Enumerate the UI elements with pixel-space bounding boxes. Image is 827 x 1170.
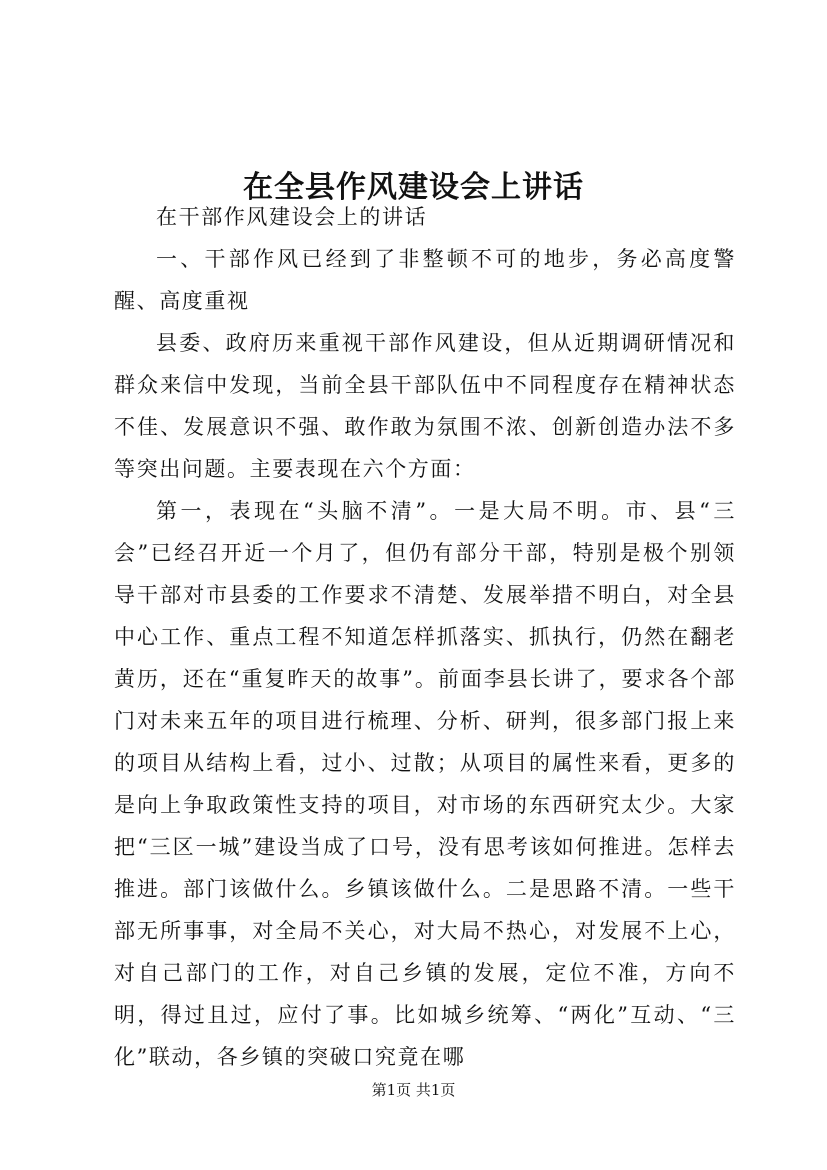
body-paragraph: 第一，表现在“头脑不清”。一是大局不明。市、县“三会”已经召开近一个月了，但仍有部分干部，特别是极个别领导干部对市县委的工作要求不清楚、发展举措不明白，对全县中心工作、重点工程不知道怎样抓落实、抓执行，仍然在翻老黄历，还在“重复昨天的故事”。前面李县长讲了，要求各个部门对未来五年的项目进行梳理、分析、研判，很多部门报上来的项目从结构上看，过小、过散；从项目的属性来看，更多的是向上争取政策性支持的项目，对市场的东西研究太少。大家把“三区一城”建设当成了口号，没有思考该如何推进。怎样去推进。部门该做什么。乡镇该做什么。二是思路不清。一些干部无所事事，对全局不关心，对大局不热心，对发展不上心，对自己部门的工作，对自己乡镇的发展，定位不准，方向不明，得过且过，应付了事。比如城乡统筹、“两化”互动、“三化”联动，各乡镇的突破口究竟在哪 [114, 499, 736, 1069]
subtitle-paragraph: 在干部作风建设会上的讲话 [156, 205, 428, 229]
document-title: 在全县作风建设会上讲话 [243, 170, 584, 206]
document-body [114, 196, 736, 1078]
intro-paragraph: 县委、政府历来重视干部作风建设，但从近期调研情况和群众来信中发现，当前全县干部队伍中不同程度存在精神状态不佳、发展意识不强、敢作敢为氛围不浓、创新创造办法不多等突出问题。主要表现在六个方面： [114, 331, 736, 481]
page-footer: 第1页 共1页 [371, 1081, 456, 1099]
section-heading-paragraph: 一、干部作风已经到了非整顿不可的地步，务必高度警醒、高度重视 [114, 247, 736, 313]
